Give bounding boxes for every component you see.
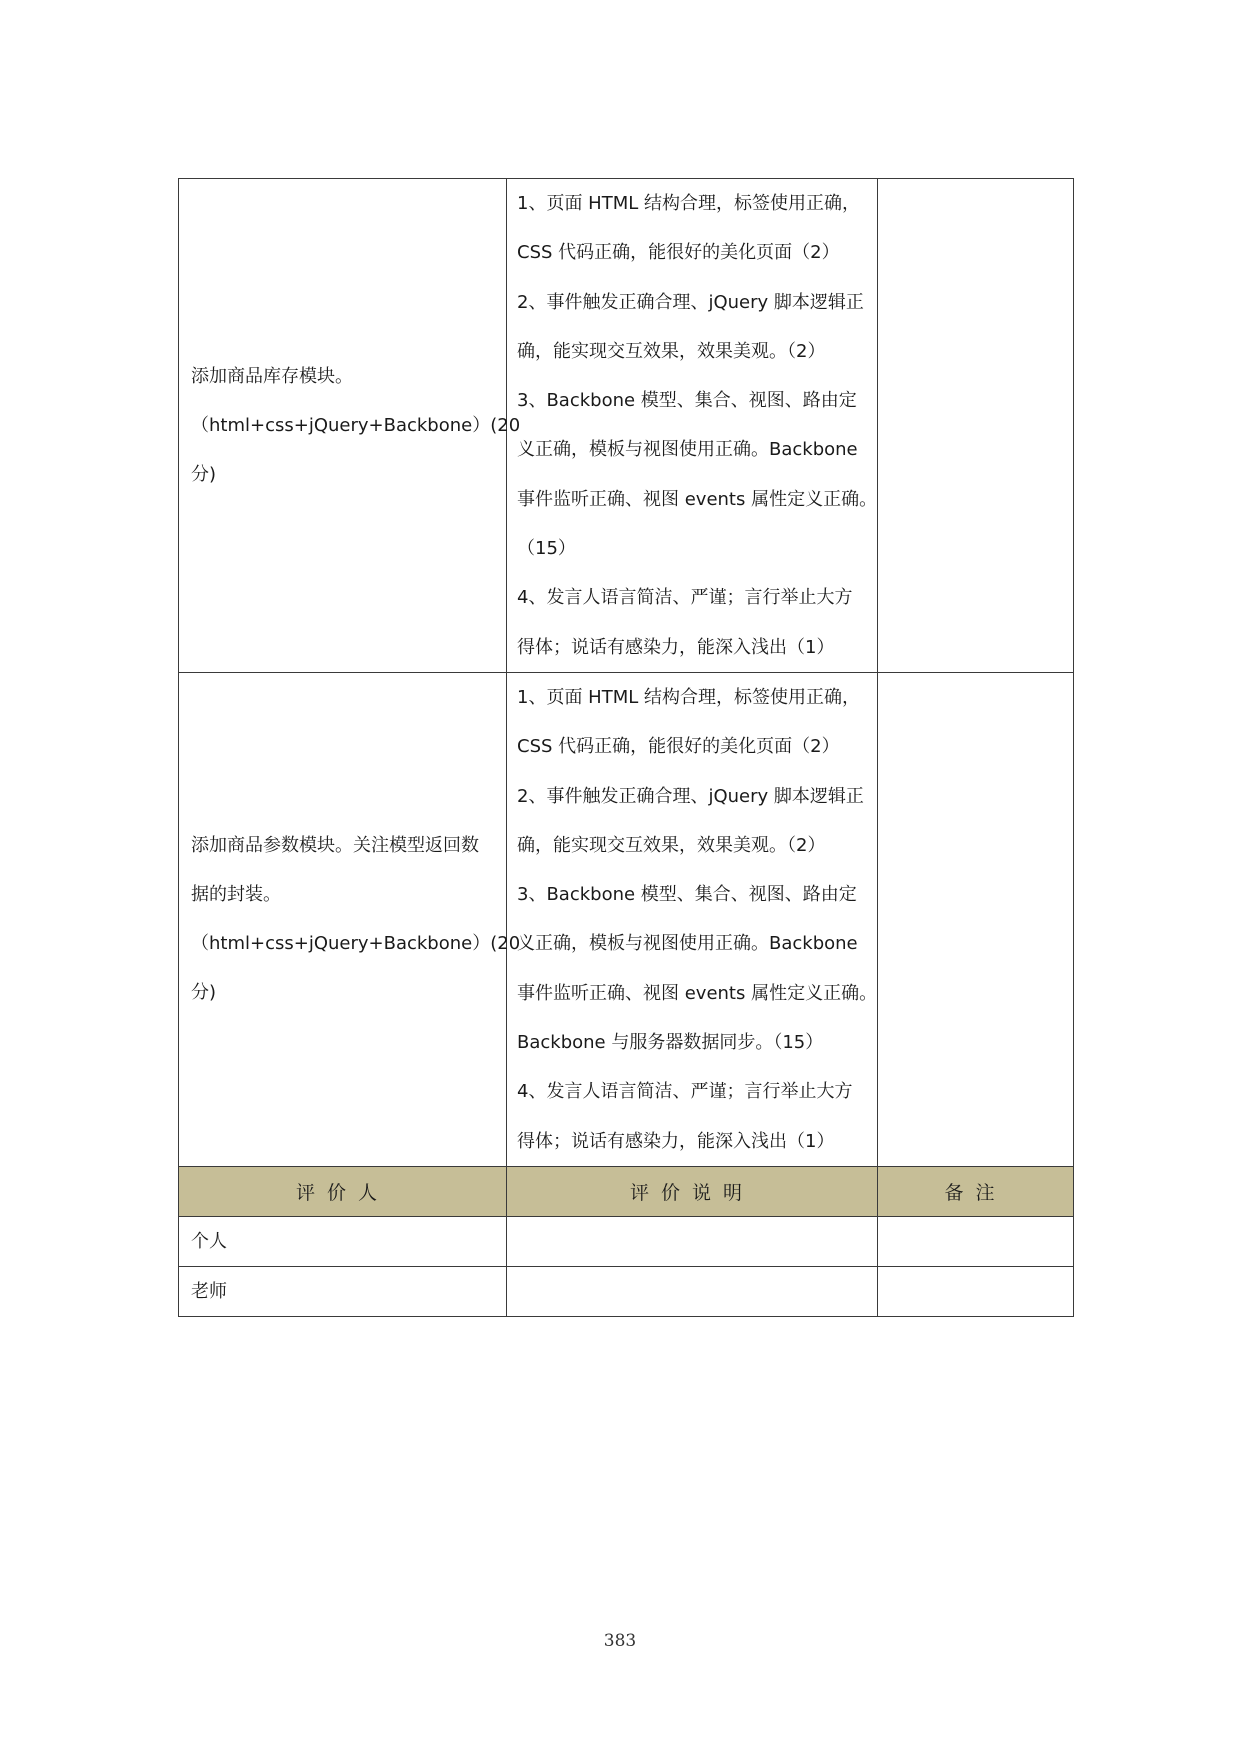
criteria-line: 2、事件触发正确合理、jQuery 脚本逻辑正 <box>517 785 864 807</box>
evaluator-label <box>179 1216 507 1266</box>
score-cell <box>878 672 1074 1166</box>
task-item-line: 分) <box>191 463 217 485</box>
criteria-line: （15） <box>517 538 576 560</box>
evaluation-description-cell <box>507 1216 878 1266</box>
evaluator-label-text: 老师 <box>191 1280 227 1302</box>
criteria-line: 2、事件触发正确合理、jQuery 脚本逻辑正 <box>517 291 864 313</box>
task-item-line: 添加商品库存模块。 <box>191 365 353 387</box>
criteria-line: 3、Backbone 模型、集合、视图、路由定 <box>517 884 857 906</box>
task-item-cell <box>179 179 521 673</box>
criteria-line: 事件监听正确、视图 events 属性定义正确。 <box>517 488 878 510</box>
criteria-line: 义正确，模板与视图使用正确。Backbone <box>517 439 858 461</box>
task-item-line: 据的封装。 <box>191 884 281 906</box>
evaluator-row-self <box>179 1216 1074 1266</box>
evaluator-row-teacher <box>179 1266 1074 1316</box>
criteria-line: CSS 代码正确，能很好的美化页面（2） <box>517 736 840 758</box>
task-item-cell <box>179 672 521 1166</box>
evaluation-remarks-cell <box>878 1216 1074 1266</box>
score-cell <box>878 179 1074 673</box>
task-row-inventory <box>179 179 1074 673</box>
task-item-line: 分) <box>191 982 217 1004</box>
criteria-line: 确，能实现交互效果，效果美观。（2） <box>517 834 826 856</box>
criteria-cell <box>507 672 878 1166</box>
criteria-line: 3、Backbone 模型、集合、视图、路由定 <box>517 390 857 412</box>
criteria-line: 1、页面 HTML 结构合理，标签使用正确， <box>517 193 860 214</box>
criteria-line: 4、发言人语言简洁、严谨；言行举止大方 <box>517 587 853 609</box>
criteria-cell <box>507 179 878 673</box>
header-description: 评价说明 <box>507 1166 878 1216</box>
criteria-line: Backbone 与服务器数据同步。（15） <box>517 1032 824 1054</box>
task-item-line: （html+css+jQuery+Backbone）(20 <box>191 933 521 955</box>
page-number: 383 <box>603 1631 637 1651</box>
header-remarks: 备注 <box>878 1166 1074 1216</box>
criteria-line: 1、页面 HTML 结构合理，标签使用正确， <box>517 686 860 708</box>
evaluation-header-row <box>179 1166 1074 1216</box>
criteria-line: 义正确，模板与视图使用正确。Backbone <box>517 933 858 955</box>
criteria-line: 事件监听正确、视图 events 属性定义正确。 <box>517 982 878 1004</box>
evaluation-description-cell <box>507 1266 878 1316</box>
evaluator-label-text: 个人 <box>191 1230 227 1252</box>
task-item-line: 添加商品参数模块。关注模型返回数 <box>191 835 479 857</box>
criteria-line: 得体；说话有感染力，能深入浅出（1） <box>517 636 835 658</box>
criteria-line: CSS 代码正确，能很好的美化页面（2） <box>517 242 840 264</box>
header-evaluator: 评价人 <box>179 1166 507 1216</box>
task-row-parameters <box>179 672 1074 1166</box>
criteria-line: 得体；说话有感染力，能深入浅出（1） <box>517 1130 835 1152</box>
criteria-line: 4、发言人语言简洁、严谨；言行举止大方 <box>517 1081 853 1103</box>
evaluator-label <box>179 1266 507 1316</box>
task-item-line: （html+css+jQuery+Backbone）(20 <box>191 414 521 436</box>
evaluation-table <box>178 178 1074 1317</box>
criteria-line: 确，能实现交互效果，效果美观。（2） <box>517 340 826 362</box>
evaluation-remarks-cell <box>878 1266 1074 1316</box>
